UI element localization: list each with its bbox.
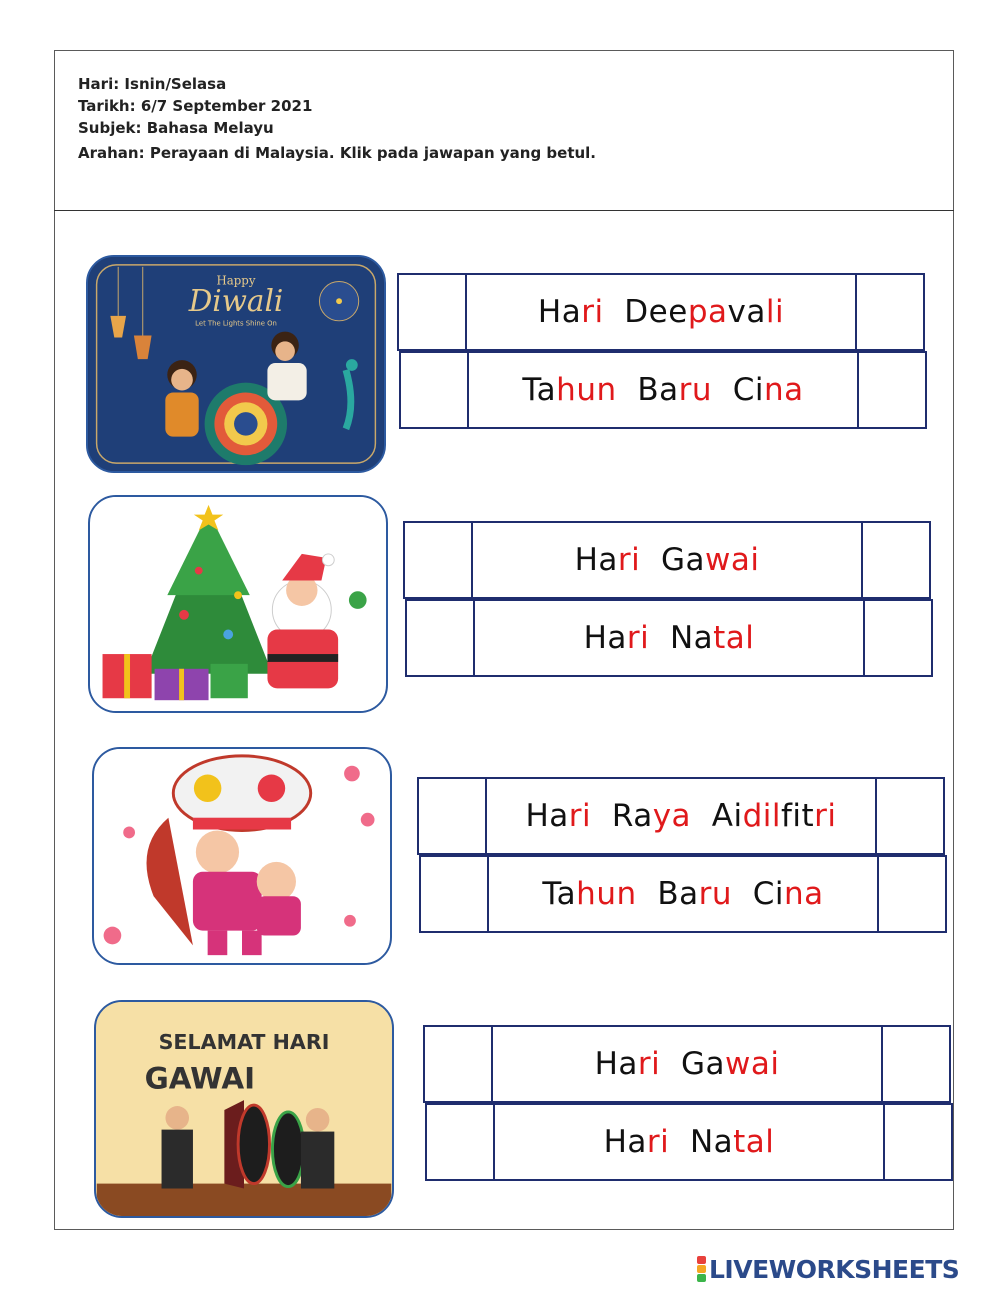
q1-option-1[interactable] [397,273,925,351]
q1-option-1-left-box [399,275,467,349]
diwali-title-text: Diwali [188,283,284,318]
label-segment: va [727,294,766,330]
label-segment: Dee [603,294,688,330]
label-segment: na [783,876,824,912]
gawai-line2-text: GAWAI [144,1061,256,1096]
christmas-image [88,495,388,713]
label-segment: Ba [616,372,679,408]
label-segment: ri [617,542,641,578]
label-segment: na [763,372,804,408]
logo-block-1 [697,1256,706,1264]
q3-option-1[interactable] [417,777,945,855]
q4-option-2-right-box [883,1105,951,1179]
q1-option-2-left-box [401,353,469,427]
label-segment: ru [678,372,713,408]
label-segment: Ha [574,542,618,578]
q1-option-2-right-box [857,353,925,427]
label-segment: Ci [732,876,784,912]
q1-option-1-right-box [855,275,923,349]
q2-option-1-label [471,523,863,597]
label-segment: wai [724,1046,780,1082]
chinese-new-year-image [92,747,392,965]
q2-option-1-right-box [861,523,929,597]
label-segment: Ai [691,798,743,834]
diwali-illustration [88,257,384,471]
label-segment: ri [646,1124,670,1160]
liveworksheets-logo[interactable] [697,1254,959,1284]
header-subject: Subjek: Bahasa Melayu [78,119,274,137]
label-segment: Ha [525,798,569,834]
label-segment: ru [698,876,733,912]
q2-option-2[interactable] [405,599,933,677]
gawai-line1-text: SELAMAT HARI [158,1030,330,1055]
q4-option-1-right-box [881,1027,949,1101]
q4-option-1-left-box [425,1027,493,1101]
label-segment: hun [576,876,637,912]
q1-option-2-label [467,353,859,427]
label-segment: Ra [591,798,653,834]
label-segment: pa [687,294,728,330]
header-instruction: Arahan: Perayaan di Malaysia. Klik pada jawapan yang betul. [78,144,597,162]
label-segment: ri [568,798,592,834]
lion-dance-illustration [94,749,390,963]
label-segment: tal [733,1124,775,1160]
q2-option-2-left-box [407,601,475,675]
q4-option-1-label [491,1027,883,1101]
label-segment: hun [556,372,617,408]
diwali-happy-text: Happy [216,273,256,288]
q3-option-2-right-box [877,857,945,931]
header-day: Hari: Isnin/Selasa [78,75,227,93]
label-segment: tal [713,620,755,656]
q1-option-2[interactable] [399,351,927,429]
label-segment: Ha [603,1124,647,1160]
label-segment: Ba [636,876,699,912]
label-segment: Ta [522,372,557,408]
logo-block-2 [697,1265,706,1273]
label-segment: Ga [660,1046,725,1082]
q3-option-1-left-box [419,779,487,853]
label-segment: Na [649,620,714,656]
diwali-image [86,255,386,473]
label-segment: Ta [542,876,577,912]
q3-option-2-label [487,857,879,931]
q2-option-2-right-box [863,601,931,675]
label-segment: fit [780,798,815,834]
label-segment: Ci [712,372,764,408]
q3-option-1-label [485,779,877,853]
label-segment: Ha [594,1046,638,1082]
q2-option-1-left-box [405,523,473,597]
label-segment: Ha [537,294,582,330]
header-date: Tarikh: 6/7 September 2021 [78,97,313,115]
label-segment: dil [742,798,781,834]
q4-option-1[interactable] [423,1025,951,1103]
liveworksheets-brand-text: LIVEWORKSHEETS [709,1254,960,1284]
q3-option-2[interactable] [419,855,947,933]
logo-block-3 [697,1274,706,1282]
q4-option-2-left-box [427,1105,495,1179]
label-segment: ri [814,798,837,834]
q2-option-1[interactable] [403,521,931,599]
label-segment: ri [581,294,604,330]
q3-option-1-right-box [875,779,943,853]
q3-option-2-left-box [421,857,489,931]
diwali-sub-text: Let The Lights Shine On [195,319,277,328]
q2-option-2-label [473,601,865,675]
label-segment: Ga [640,542,705,578]
liveworksheets-logo-icon [697,1256,706,1282]
label-segment: li [765,294,785,330]
label-segment: ya [652,798,692,834]
q4-option-2[interactable] [425,1103,953,1181]
label-segment: ri [637,1046,661,1082]
label-segment: wai [704,542,760,578]
label-segment: ri [626,620,650,656]
label-segment: Ha [583,620,627,656]
christmas-illustration [90,497,386,711]
gawai-image [94,1000,394,1218]
q4-option-2-label [493,1105,885,1179]
q1-option-1-label [465,275,857,349]
header-divider [54,210,954,211]
gawai-illustration [96,1002,392,1216]
label-segment: Na [669,1124,734,1160]
